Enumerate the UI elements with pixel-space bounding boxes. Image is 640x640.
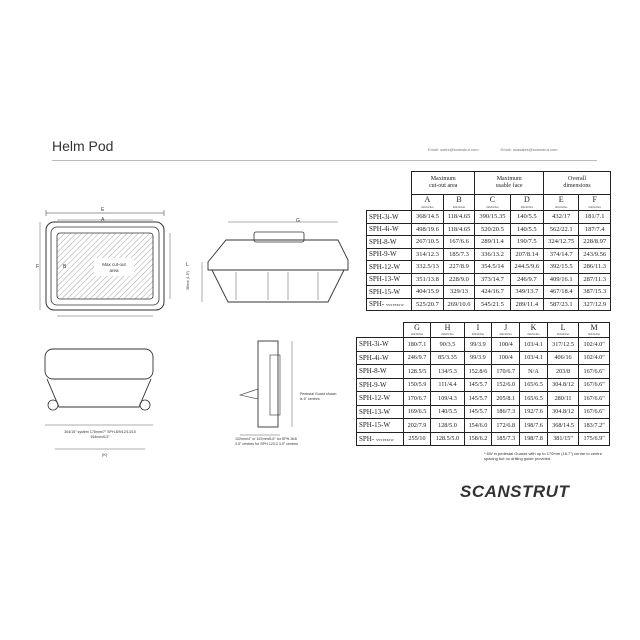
value-cell: 99/3.9 xyxy=(464,351,492,365)
model-name: SPH-8-W xyxy=(359,367,387,376)
model-name: SPH-3i-W xyxy=(359,340,389,349)
value-cell: 406/16 xyxy=(547,351,578,365)
value-cell: 103/4.1 xyxy=(520,351,548,365)
value-cell: 167/6.6" xyxy=(579,378,610,392)
value-cell: 185/7.3 xyxy=(492,432,520,446)
model-name: SPH-15-W xyxy=(369,287,401,296)
value-cell: 145/5.7 xyxy=(464,392,492,406)
model-name: SPH-9-W xyxy=(369,250,397,259)
value-cell: 246/9.7 xyxy=(403,351,431,365)
value-cell: N/A xyxy=(520,365,548,379)
model-cell xyxy=(357,432,404,446)
value-cell: 172/6.8 xyxy=(492,419,520,433)
model-cell xyxy=(367,223,412,236)
dimensions-table-2 xyxy=(356,322,610,446)
col-header: J xyxy=(492,323,520,333)
group-cutout: Maximum cut-out area xyxy=(412,172,475,195)
value-cell: 332.5/13 xyxy=(412,261,444,274)
value-cell: 167/6.6 xyxy=(443,236,475,249)
value-cell: 304.8/12 xyxy=(547,378,578,392)
label-f: F xyxy=(36,264,40,270)
table-row xyxy=(367,236,611,249)
value-cell: 109/4.3 xyxy=(431,392,464,406)
value-cell: 170/6.7 xyxy=(403,392,431,406)
page-title: Helm Pod xyxy=(52,138,114,154)
table-row xyxy=(357,378,610,392)
value-cell: 286/11.3 xyxy=(579,261,611,274)
table-row xyxy=(367,286,611,299)
unit-label: mm/inches xyxy=(520,332,548,338)
value-cell: 424/16.7 xyxy=(475,286,510,299)
col-header: D xyxy=(510,195,543,205)
col-header: G xyxy=(403,323,431,333)
value-cell: 205/8.1 xyxy=(492,392,520,406)
value-cell: 180/7.1 xyxy=(403,338,431,352)
value-cell: 128/5.0 xyxy=(431,419,464,433)
model-cell xyxy=(367,298,412,311)
label-depth: 38mm (1.5") xyxy=(186,270,190,290)
value-cell: 289/11.4 xyxy=(510,298,543,311)
model-name: SPH-8-W xyxy=(369,237,397,246)
value-cell: 467/18.4 xyxy=(544,286,579,299)
value-cell: 198/7.6 xyxy=(520,419,548,433)
col-header: C xyxy=(475,195,510,205)
value-cell: 140/5.5 xyxy=(510,211,543,224)
table-row xyxy=(367,261,611,274)
value-cell: 228/8.97 xyxy=(579,236,611,249)
value-cell: 349/13.7 xyxy=(510,286,543,299)
value-cell: 269/10.6 xyxy=(443,298,475,311)
value-cell: 150/5.9 xyxy=(403,378,431,392)
model-name: SPH-12-W xyxy=(369,262,401,271)
group-overall: Overall dimensions xyxy=(544,172,611,195)
value-cell: 145/5.7 xyxy=(464,405,492,419)
value-cell: 140/5.5 xyxy=(510,223,543,236)
value-cell: 354.5/14 xyxy=(475,261,510,274)
value-cell: 187/7.4 xyxy=(579,223,611,236)
value-cell: 327/12.9 xyxy=(579,298,611,311)
unit-label: mm/inches xyxy=(492,332,520,338)
col-header: F xyxy=(579,195,611,205)
value-cell: 167/6.6" xyxy=(579,365,610,379)
value-cell: 207/8.14 xyxy=(510,248,543,261)
value-cell: 289/11.4 xyxy=(475,236,510,249)
label-b: B xyxy=(63,264,67,270)
value-cell: 562/22.1 xyxy=(544,223,579,236)
table-row xyxy=(357,351,610,365)
value-cell: 228/9.0 xyxy=(443,273,475,286)
model-name: SPH-12-W xyxy=(359,394,391,403)
value-cell: 118/4.65 xyxy=(443,211,475,224)
model-cell xyxy=(367,211,412,224)
value-cell: 368/14.5 xyxy=(412,211,444,224)
value-cell: 498/19.6 xyxy=(412,223,444,236)
model-suffix: SYSTEM W xyxy=(375,437,394,442)
value-cell: 118/4.65 xyxy=(443,223,475,236)
col-header: L xyxy=(547,323,578,333)
value-cell: 368/14.5 xyxy=(547,419,578,433)
value-cell: 170/6.7 xyxy=(492,365,520,379)
value-cell: 432/17 xyxy=(544,211,579,224)
value-cell: 145/5.7 xyxy=(464,378,492,392)
value-cell: 324/12.75 xyxy=(544,236,579,249)
value-cell: 267/10.5 xyxy=(412,236,444,249)
unit-label: mm/inches xyxy=(579,204,611,211)
model-cell xyxy=(357,351,404,365)
value-cell: 287/11.3 xyxy=(579,273,611,286)
bottom-dim-k: (K) xyxy=(102,452,108,457)
label-a: A xyxy=(101,217,105,223)
value-cell: 100/4 xyxy=(492,351,520,365)
model-name: SPH-3i-W xyxy=(369,212,399,221)
col-header: H xyxy=(431,323,464,333)
bottom-note: 304/15" system 178mm/7" SPH-8/9/12/13/15 164mm/6.5" xyxy=(64,430,136,439)
value-cell: 165/6.5 xyxy=(520,392,548,406)
model-name: SPH-4i-W xyxy=(359,353,389,362)
value-cell: 304.8/12 xyxy=(547,405,578,419)
model-cell xyxy=(357,419,404,433)
model-cell xyxy=(367,286,412,299)
col-header: B xyxy=(443,195,475,205)
value-cell: 392/15.5 xyxy=(544,261,579,274)
value-cell: 243/9.56 xyxy=(579,248,611,261)
model-cell xyxy=(357,338,404,352)
col-header: A xyxy=(412,195,444,205)
model-name: SPH-4i-W xyxy=(369,225,399,234)
value-cell: 203/8 xyxy=(547,365,578,379)
dimensions-table-1 xyxy=(366,171,611,311)
value-cell: 181/7.1 xyxy=(579,211,611,224)
value-cell: 336/13.2 xyxy=(475,248,510,261)
scanstrut-logo: SCANSTRUT xyxy=(460,482,570,501)
value-cell: 100/4 xyxy=(492,338,520,352)
value-cell: 390/15.35 xyxy=(475,211,510,224)
email-usasales: Email: usasales@scanstrut.com xyxy=(500,147,558,152)
value-cell: 374/14.7 xyxy=(544,248,579,261)
col-header: E xyxy=(544,195,579,205)
unit-label: mm/inches xyxy=(544,204,579,211)
label-g: G xyxy=(296,218,300,224)
value-cell: 99/3.9 xyxy=(464,338,492,352)
section-note: 102mm/4" or 167mm/6.6" for SPH-3i/4i 3.5" centres for SPH-12/13 3.5" centres xyxy=(235,437,298,446)
table-row xyxy=(367,223,611,236)
value-cell: 102/4.0" xyxy=(579,338,610,352)
table-row xyxy=(367,298,611,311)
table-row xyxy=(367,211,611,224)
table-row xyxy=(357,405,610,419)
value-cell: 169/6.5 xyxy=(403,405,431,419)
value-cell: 175/6.9" xyxy=(579,432,610,446)
value-cell: 128.5/5 xyxy=(403,365,431,379)
value-cell: 246/9.7 xyxy=(510,273,543,286)
table-row xyxy=(367,273,611,286)
model-cell xyxy=(357,392,404,406)
contact-emails xyxy=(428,147,558,152)
unit-label: mm/inches xyxy=(443,204,475,211)
footnote: * 6W in pedestal Guards with up to 170mm (16.7") centre to centre spacing but no drilling guide provided. xyxy=(484,451,602,462)
table-row xyxy=(357,365,610,379)
model-cell xyxy=(367,261,412,274)
unit-label: mm/inches xyxy=(412,204,444,211)
value-cell: 244.5/9.6 xyxy=(510,261,543,274)
value-cell: 134/5.3 xyxy=(431,365,464,379)
unit-label: mm/inches xyxy=(547,332,578,338)
value-cell: 280/11 xyxy=(547,392,578,406)
col-header: M xyxy=(579,323,610,333)
value-cell: 186/7.3 xyxy=(492,405,520,419)
value-cell: 128.5/5.0 xyxy=(431,432,464,446)
table-row xyxy=(357,392,610,406)
unit-label: mm/inches xyxy=(510,204,543,211)
cutout-label: Max cut-out area xyxy=(102,262,126,273)
unit-label: mm/inches xyxy=(464,332,492,338)
value-cell: 152.8/6 xyxy=(464,365,492,379)
model-name: SPH- xyxy=(369,300,385,309)
value-cell: 167/6.6" xyxy=(579,392,610,406)
value-cell: 255/10 xyxy=(403,432,431,446)
model-name: SPH-13-W xyxy=(369,275,401,284)
value-cell: 227/8.9 xyxy=(443,261,475,274)
table-row xyxy=(357,419,610,433)
value-cell: 90/3.5 xyxy=(431,338,464,352)
value-cell: 520/20.5 xyxy=(475,223,510,236)
value-cell: 381/15" xyxy=(547,432,578,446)
table-row xyxy=(357,432,610,446)
model-cell xyxy=(357,405,404,419)
pedestal-note: Pedestal Guard shown is 6" centres xyxy=(300,392,337,401)
value-cell: 545/21.5 xyxy=(475,298,510,311)
value-cell: 198/7.8 xyxy=(520,432,548,446)
header-divider xyxy=(52,160,597,161)
value-cell: 587/23.1 xyxy=(544,298,579,311)
value-cell: 404/15.9 xyxy=(412,286,444,299)
model-cell xyxy=(367,248,412,261)
model-suffix: SYSTEM W xyxy=(385,303,404,308)
value-cell: 387/15.3 xyxy=(579,286,611,299)
unit-label: mm/inches xyxy=(475,204,510,211)
unit-label: mm/inches xyxy=(403,332,431,338)
col-header: I xyxy=(464,323,492,333)
table-row xyxy=(357,338,610,352)
value-cell: 152/6.0 xyxy=(492,378,520,392)
value-cell: 373/14.7 xyxy=(475,273,510,286)
value-cell: 329/13 xyxy=(443,286,475,299)
value-cell: 111/4.4 xyxy=(431,378,464,392)
model-name: SPH-15-W xyxy=(359,421,391,430)
email-sales: Email: sales@scanstrut.com xyxy=(428,147,479,152)
value-cell: 190/7.5 xyxy=(510,236,543,249)
table-row xyxy=(367,248,611,261)
value-cell: 167/6.6" xyxy=(579,405,610,419)
model-name: SPH-9-W xyxy=(359,380,387,389)
value-cell: 183/7.2" xyxy=(579,419,610,433)
value-cell: 202/7.9 xyxy=(403,419,431,433)
value-cell: 165/6.5 xyxy=(520,378,548,392)
value-cell: 185/7.3 xyxy=(443,248,475,261)
bottom-view-drawing xyxy=(35,345,165,460)
value-cell: 317/12.5 xyxy=(547,338,578,352)
value-cell: 192/7.6 xyxy=(520,405,548,419)
label-e: E xyxy=(101,207,105,213)
side-view-drawing xyxy=(188,210,358,320)
value-cell: 103/4.1 xyxy=(520,338,548,352)
col-header: K xyxy=(520,323,548,333)
value-cell: 525/20.7 xyxy=(412,298,444,311)
value-cell: 102/4.0" xyxy=(579,351,610,365)
group-usable-face: Maximum usable face xyxy=(475,172,544,195)
model-cell xyxy=(367,236,412,249)
model-cell xyxy=(357,378,404,392)
unit-label: mm/inches xyxy=(579,332,610,338)
model-name: SPH- xyxy=(359,434,375,443)
value-cell: 140/5.5 xyxy=(431,405,464,419)
model-cell xyxy=(367,273,412,286)
value-cell: 85/3.35 xyxy=(431,351,464,365)
value-cell: 154/6.0 xyxy=(464,419,492,433)
value-cell: 158/6.2 xyxy=(464,432,492,446)
value-cell: 314/12.3 xyxy=(412,248,444,261)
unit-label: mm/inches xyxy=(431,332,464,338)
value-cell: 409/16.1 xyxy=(544,273,579,286)
model-name: SPH-13-W xyxy=(359,407,391,416)
model-cell xyxy=(357,365,404,379)
value-cell: 351/13.8 xyxy=(412,273,444,286)
label-l: L xyxy=(186,262,189,268)
